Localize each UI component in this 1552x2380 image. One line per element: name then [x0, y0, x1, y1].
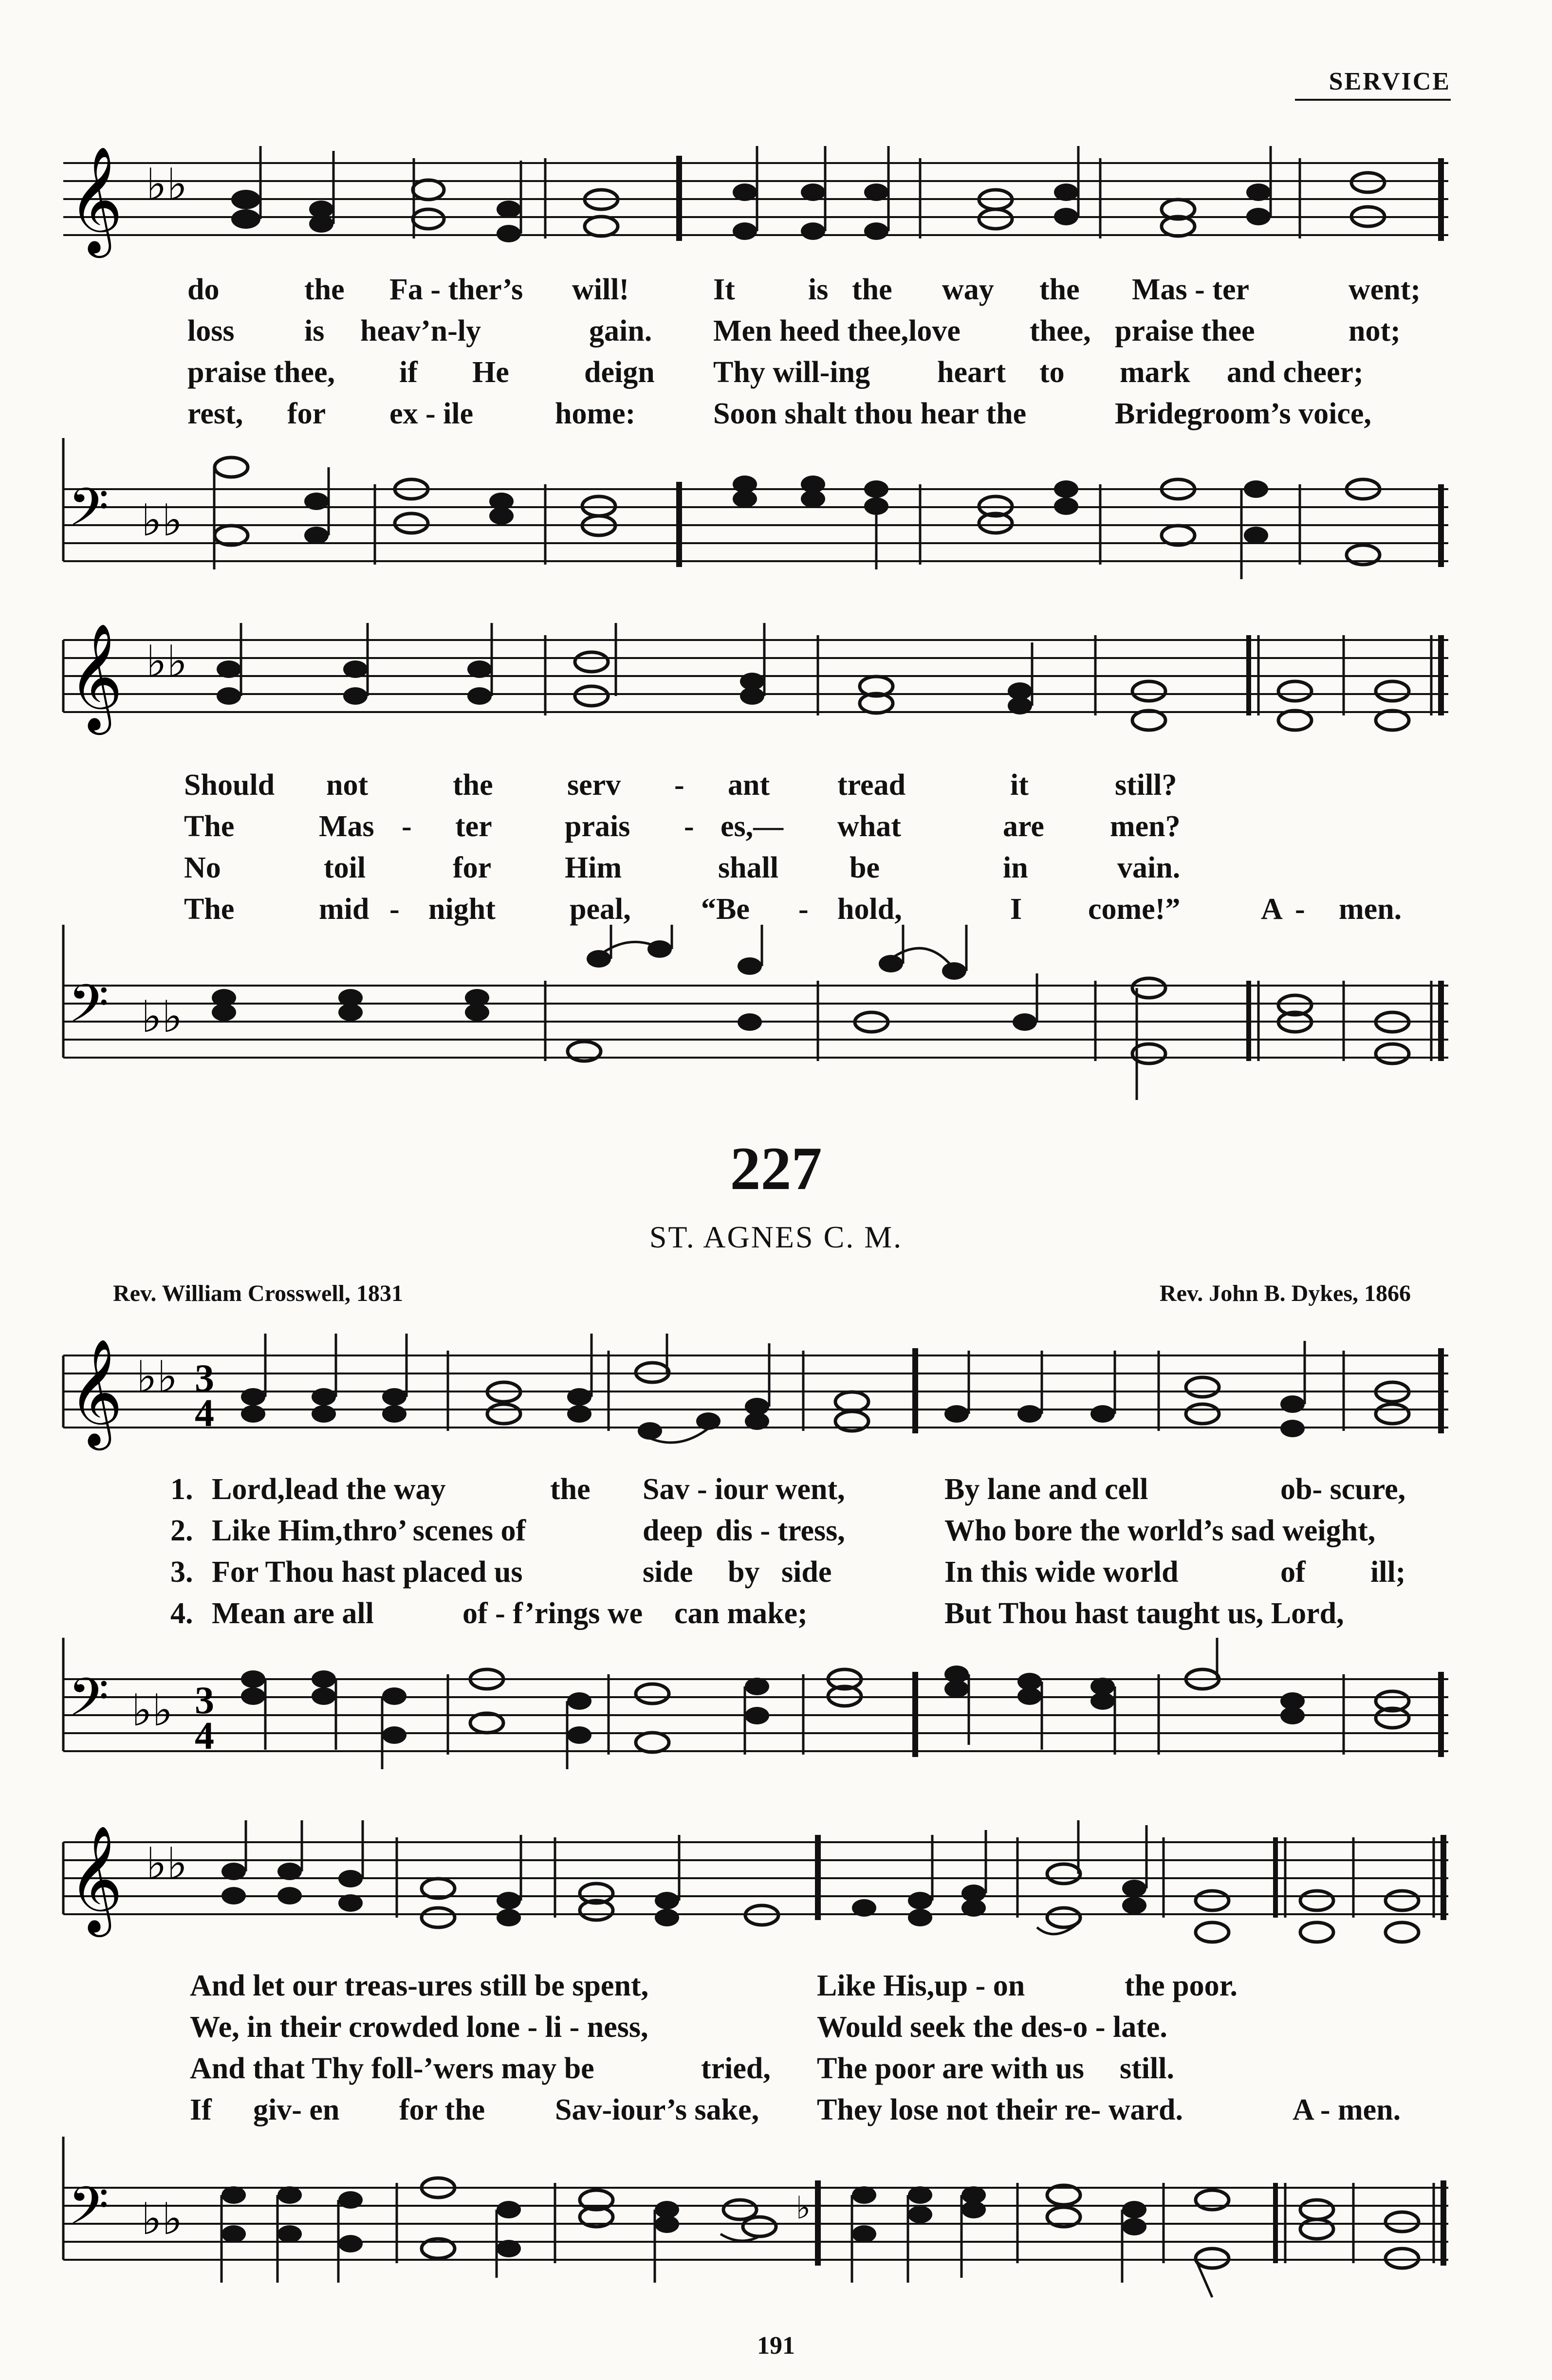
lyric: A — [1261, 893, 1283, 926]
lyric: For Thou hast placed us — [212, 1556, 523, 1589]
lyric: to — [1039, 356, 1065, 389]
lyric: Sav - iour went, — [643, 1473, 845, 1506]
lyric: of — [1280, 1556, 1306, 1589]
lyric: praise thee, — [187, 356, 335, 389]
svg-text:♭♭: ♭♭ — [146, 1838, 187, 1889]
lyric: loss — [187, 314, 235, 348]
svg-text:4: 4 — [195, 1392, 214, 1435]
lyric: night — [428, 893, 496, 926]
lyric: side — [643, 1556, 693, 1589]
lyric: toil — [324, 851, 366, 884]
lyric: and cheer; — [1227, 356, 1364, 389]
lyric: still? — [1115, 769, 1177, 802]
lyric: Like Him,thro’ scenes of — [212, 1514, 526, 1547]
svg-text:♭: ♭ — [796, 2190, 811, 2226]
lyric: for — [287, 397, 326, 430]
lyric: the — [304, 273, 345, 306]
lyric: I — [1010, 893, 1022, 926]
lyric: in — [1003, 851, 1028, 884]
music-credit: Rev. John B. Dykes, 1866 — [1159, 1281, 1411, 1306]
lyric: way — [942, 273, 994, 306]
lyric: Should — [184, 769, 275, 802]
svg-text:♭♭: ♭♭ — [146, 636, 187, 687]
section-header: SERVICE — [1295, 67, 1451, 101]
bass-staff-prev-1 — [0, 438, 1552, 579]
lyric: will! — [572, 273, 629, 306]
lyric: shall — [718, 851, 779, 884]
bass-clef-icon: 𝄢 — [68, 476, 109, 550]
svg-text:♭♭: ♭♭ — [141, 495, 183, 546]
svg-text:♭♭: ♭♭ — [131, 1685, 173, 1736]
treble-clef-icon: 𝄞 — [68, 1338, 123, 1446]
words-credit: Rev. William Crosswell, 1831 — [113, 1281, 404, 1306]
lyric: is — [808, 273, 829, 306]
svg-text:4: 4 — [195, 1715, 214, 1758]
lyric: 4. — [170, 1597, 193, 1630]
lyric: Him — [565, 851, 622, 884]
treble-clef-icon: 𝄞 — [68, 623, 123, 730]
lyric: of - f’rings we — [462, 1597, 643, 1630]
lyric: men. — [1339, 893, 1402, 926]
lyric: - — [684, 810, 694, 843]
treble-staff-227-1 — [0, 1334, 1552, 1465]
lyric: Sav-iour’s sake, — [555, 2093, 759, 2126]
lyric: In this wide world — [944, 1556, 1179, 1589]
lyric: tried, — [701, 2052, 771, 2085]
lyric: Mas - ter — [1132, 273, 1249, 306]
lyric: We, in their crowded lone - li - ness, — [190, 2011, 648, 2044]
svg-text:♭♭: ♭♭ — [141, 2194, 183, 2245]
lyric: - — [674, 769, 684, 802]
lyric: 2. — [170, 1514, 193, 1547]
lyric: if — [399, 356, 418, 389]
lyric: rest, — [187, 397, 243, 430]
page-number: 191 — [757, 2332, 795, 2360]
lyric: Lord,lead the way — [212, 1473, 446, 1506]
lyric: by — [728, 1556, 760, 1589]
hymn-number: 227 — [730, 1135, 822, 1203]
lyric: ant — [728, 769, 770, 802]
lyric: - — [1295, 893, 1305, 926]
lyric: He — [472, 356, 509, 389]
lyric: hold, — [837, 893, 902, 926]
lyric: Would seek the des-o - late. — [817, 2011, 1167, 2044]
lyric: The — [184, 810, 235, 843]
lyric: gain. — [589, 314, 652, 348]
lyric: for the — [399, 2093, 485, 2126]
lyric: mid — [319, 893, 370, 926]
lyric: side — [781, 1556, 832, 1589]
lyric: heav’n-ly — [360, 314, 481, 348]
lyric: the poor. — [1125, 1969, 1238, 2002]
treble-staff-prev-1 — [0, 146, 1552, 263]
lyric: - — [389, 893, 400, 926]
lyric: They lose not their re- ward. — [817, 2093, 1183, 2126]
lyric: men? — [1110, 810, 1181, 843]
lyric: Bridegroom’s voice, — [1115, 397, 1371, 430]
lyric: what — [837, 810, 901, 843]
lyric: A - men. — [1293, 2093, 1401, 2126]
lyric: ob- scure, — [1280, 1473, 1406, 1506]
bass-staff-227-1 — [0, 1638, 1552, 1769]
lyric: 1. — [170, 1473, 193, 1506]
lyric: for — [453, 851, 492, 884]
lyric: deign — [584, 356, 655, 389]
lyric: went; — [1349, 273, 1421, 306]
lyric: Who bore the world’s sad weight, — [944, 1514, 1376, 1547]
lyric: come!” — [1088, 893, 1181, 926]
lyric: The poor are with us — [817, 2052, 1084, 2085]
lyric: Mas — [319, 810, 374, 843]
lyric: ex - ile — [389, 397, 474, 430]
lyric: prais — [565, 810, 630, 843]
lyric: By lane and cell — [944, 1473, 1148, 1506]
lyric: It — [713, 273, 735, 306]
lyric: Fa - ther’s — [389, 273, 523, 306]
lyric: Like His,up - on — [817, 1969, 1025, 2002]
lyric: ill; — [1370, 1556, 1406, 1589]
lyric: not; — [1349, 314, 1401, 348]
lyric: peal, — [570, 893, 631, 926]
lyric: thee, — [1030, 314, 1091, 348]
treble-clef-icon: 𝄞 — [68, 146, 123, 253]
lyric: praise thee — [1115, 314, 1255, 348]
bass-clef-icon: 𝄢 — [68, 2175, 109, 2249]
lyric: be — [850, 851, 880, 884]
lyric: can make; — [674, 1597, 808, 1630]
lyric: And that Thy foll-’wers may be — [190, 2052, 594, 2085]
lyric: 3. — [170, 1556, 193, 1589]
lyric: vain. — [1117, 851, 1181, 884]
lyric: do — [187, 273, 220, 306]
bass-clef-icon: 𝄢 — [68, 973, 109, 1047]
lyric: es,— — [721, 810, 784, 843]
lyric: But Thou hast taught us, Lord, — [944, 1597, 1344, 1630]
lyric: is — [304, 314, 325, 348]
lyric: deep — [643, 1514, 703, 1547]
tune-name: ST. AGNES C. M. — [649, 1220, 903, 1254]
bass-clef-icon: 𝄢 — [68, 1666, 109, 1740]
lyric: dis - tress, — [716, 1514, 845, 1547]
svg-text:3: 3 — [195, 1679, 214, 1722]
lyric: “Be — [701, 893, 750, 926]
svg-text:♭♭: ♭♭ — [146, 159, 187, 210]
lyric: Men heed thee,love — [713, 314, 961, 348]
svg-text:♭♭: ♭♭ — [136, 1352, 178, 1403]
lyric: giv- en — [253, 2093, 340, 2126]
lyric: heart — [937, 356, 1006, 389]
lyric: home: — [555, 397, 636, 430]
treble-clef-icon: 𝄞 — [68, 1825, 123, 1932]
lyric: are — [1003, 810, 1044, 843]
lyric: not — [326, 769, 369, 802]
lyric: And let our treas-ures still be spent, — [190, 1969, 649, 2002]
lyric: - — [402, 810, 412, 843]
lyric: No — [184, 851, 221, 884]
lyric: Thy will-ing — [713, 356, 870, 389]
svg-text:♭♭: ♭♭ — [141, 991, 183, 1043]
lyric: it — [1010, 769, 1029, 802]
lyric: - — [798, 893, 809, 926]
lyric: Soon shalt thou hear the — [713, 397, 1027, 430]
bass-staff-227-2 — [0, 2137, 1552, 2307]
lyric: the — [852, 273, 892, 306]
lyric: mark — [1120, 356, 1190, 389]
bass-staff-prev-2 — [0, 925, 1552, 1100]
lyric: tread — [837, 769, 906, 802]
lyric: The — [184, 893, 235, 926]
lyric: serv — [567, 769, 621, 802]
treble-staff-227-2 — [0, 1820, 1552, 1957]
lyric: the — [1039, 273, 1080, 306]
lyric: the — [453, 769, 493, 802]
svg-text:3: 3 — [195, 1357, 214, 1400]
lyric: still. — [1120, 2052, 1174, 2085]
lyric: the — [550, 1473, 591, 1506]
lyric: ter — [455, 810, 492, 843]
treble-staff-prev-2 — [0, 623, 1552, 740]
lyric: If — [190, 2093, 212, 2126]
lyric: Mean are all — [212, 1597, 374, 1630]
